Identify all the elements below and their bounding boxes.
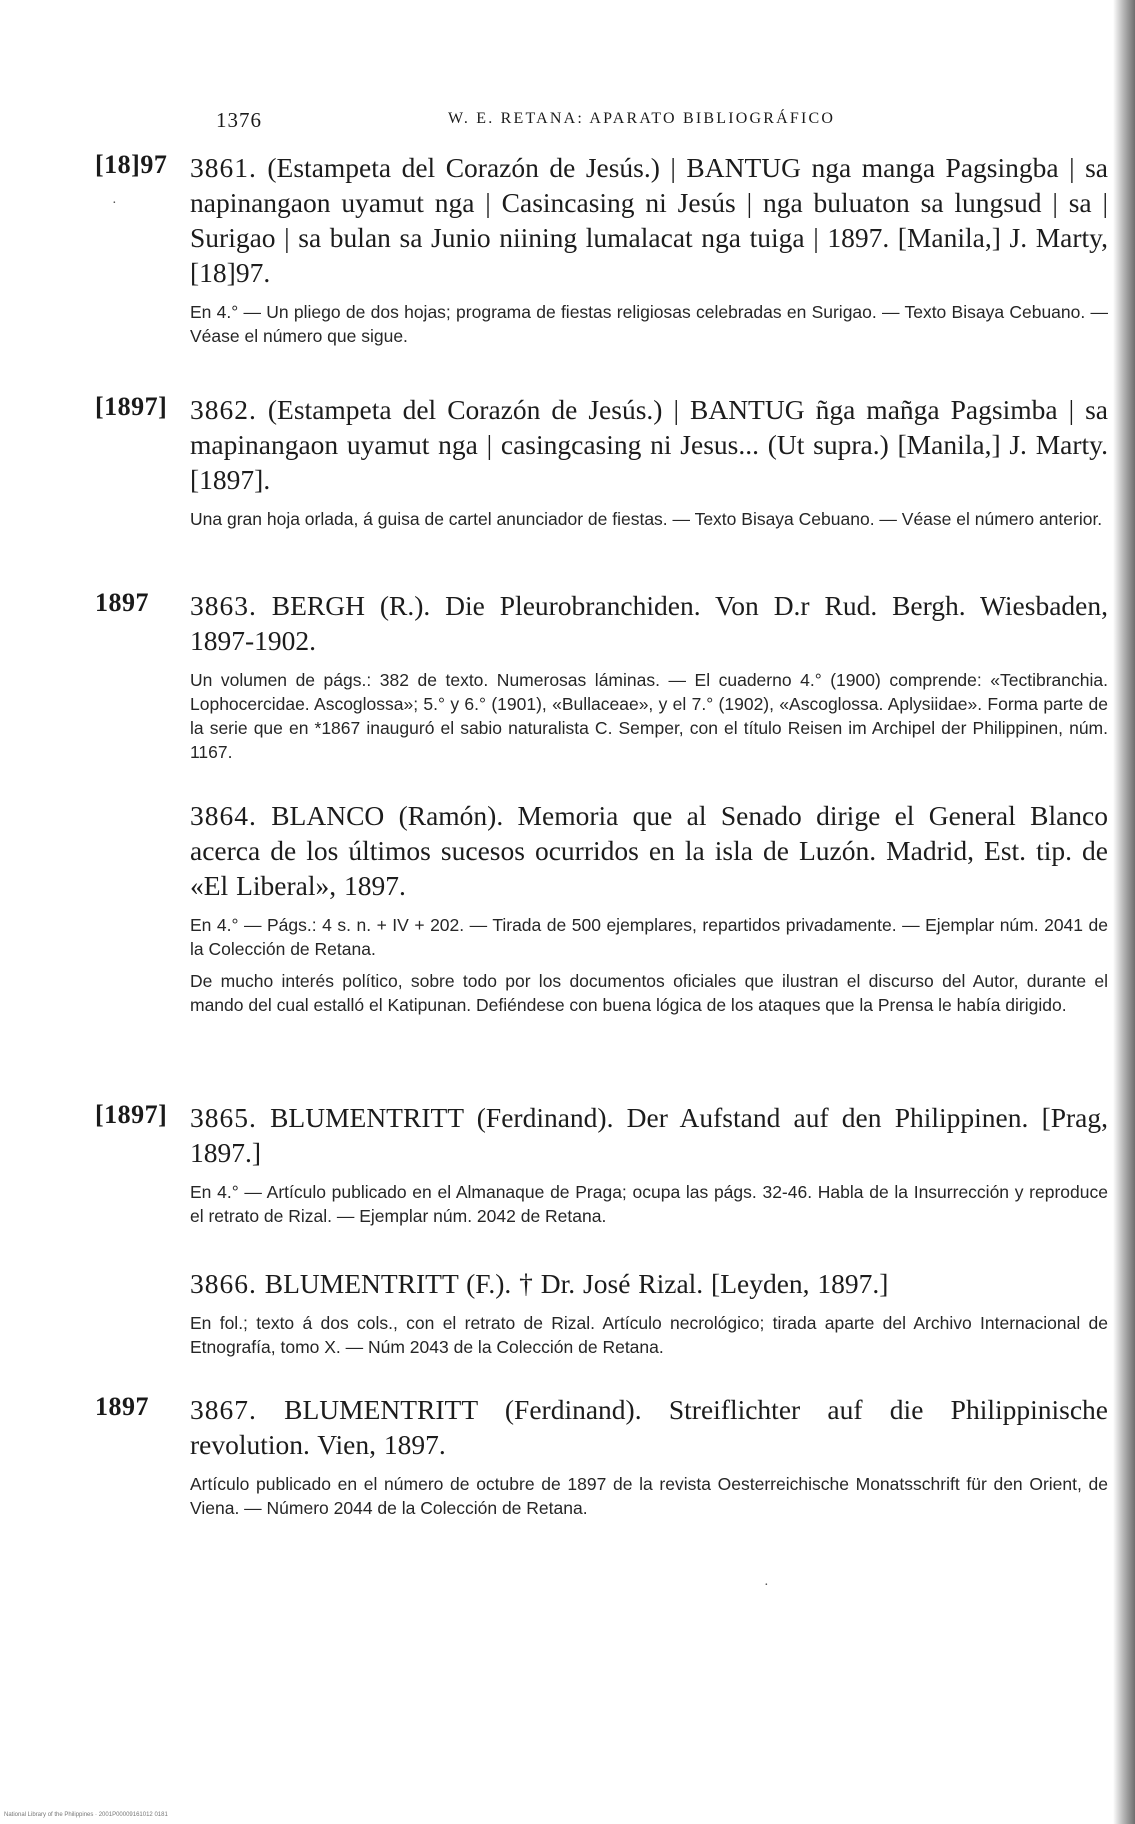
entry-title-text: (Estampeta del Corazón de Jesús.) | BANTUG nga manga Pagsingba | sa napinangaon uyamut nga | Casincasing ni Jesús | nga buluaton sa lungsud | sa | Surigao | sa bulan sa Junio niining lumalacat nga tuiga | 1897. [Manila,] J. Marty, [18]97. (190, 152, 1109, 288)
entry-year: [1897] (95, 392, 168, 421)
entry-note: En 4.° — Artículo publicado en el Almanaque de Praga; ocupa las págs. 32-46. Habla de la Insurrección y reproduce el retrato de Rizal. — Ejemplar núm. 2042 de Retana. (190, 1182, 1108, 1226)
entry-3867 (95, 1392, 1109, 1520)
entry-title (190, 798, 1108, 903)
entry-number: 3862. (190, 394, 257, 425)
entry-number: 3864. (190, 800, 257, 831)
entry-title-text: BERGH (R.). Die Pleurobranchiden. Von D.r Rud. Bergh. Wiesbaden, 1897-1902. (190, 590, 1108, 656)
entry-number: 3866. (190, 1268, 257, 1299)
entry-note: De mucho interés político, sobre todo por los documentos oficiales que ilustran el discurso del Autor, durante el mando del cual estalló el Katipunan. Defiéndese con buena lógica de los ataques que la Prensa le había dirigido. (190, 971, 1108, 1015)
entry-title (190, 1100, 1108, 1170)
entry-3865 (95, 1100, 1109, 1228)
entry-title (190, 150, 1108, 290)
entry-number: 3867. (190, 1394, 257, 1425)
entry-note: En 4.° — Un pliego de dos hojas; programa de fiestas religiosas celebradas en Surigao. — Texto Bisaya Cebuano. — Véase el número que sigue. (190, 302, 1108, 346)
entry-title-text: BLUMENTRITT (Ferdinand). Streiflichter auf die Philippinische revolution. Vien, 1897. (190, 1394, 1109, 1460)
page-header (216, 108, 1076, 134)
entry-title (190, 392, 1108, 497)
entry-title-text: (Estampeta del Corazón de Jesús.) | BANTUG ñga mañga Pagsimba | sa mapinangaon uyamut nga | casingcasing ni Jesus... (Ut supra.) [Manila,] J. Marty. [1897]. (190, 394, 1108, 495)
entry-3863 (95, 588, 1108, 764)
entry-note: En 4.° — Págs.: 4 s. n. + IV + 202. — Tirada de 500 ejemplares, repartidos privadamente. — Ejemplar núm. 2041 de la Colección de Retana. (190, 915, 1108, 959)
entry-3861 (95, 150, 1109, 348)
page-number: 1376 (216, 108, 262, 132)
entry-note: Un volumen de págs.: 382 de texto. Numerosas láminas. — El cuaderno 4.° (1900) comprende: «Tectibranchia. Lophocercidae. Ascoglossa»; 5.° y 6.° (1901), «Bullaceae», y el 7.° (1902), «Ascoglossa. Aplysiidae». Forma parte de la serie que en *1867 inauguró el sabio naturalista C. Semper, con el título Reisen im Archipel der Philippinen, núm. 1167. (190, 670, 1108, 762)
entry-number: 3861. (190, 152, 257, 183)
entry-note: Una gran hoja orlada, á guisa de cartel anunciador de fiestas. — Texto Bisaya Cebuano. — Véase el número anterior. (190, 509, 1103, 529)
entry-year: 1897 (95, 588, 149, 617)
entry-3862 (95, 392, 1108, 531)
entry-title (190, 588, 1108, 658)
entry-title (190, 1392, 1108, 1462)
running-title: W. E. RETANA: APARATO BIBLIOGRÁFICO (448, 110, 836, 127)
entry-year: [1897] (95, 1100, 168, 1129)
entry-title-text: BLUMENTRITT (Ferdinand). Der Aufstand auf den Philippinen. [Prag, 1897.] (190, 1102, 1109, 1168)
entry-title (190, 1266, 1108, 1301)
entry-number: 3863. (190, 590, 257, 621)
entry-3866 (190, 1266, 1108, 1359)
entry-3864 (190, 798, 1108, 1017)
entry-year: [18]97 (95, 150, 168, 179)
scan-id: National Library of the Philippines · 2001P00009161012 0181 (4, 1812, 168, 1818)
entry-title-text: BLUMENTRITT (F.). † Dr. José Rizal. [Leyden, 1897.] (264, 1268, 889, 1299)
stray-mark: · (764, 1578, 769, 1593)
entry-number: 3865. (190, 1102, 257, 1133)
stray-mark: · (112, 196, 117, 211)
page-edge-shadow (1113, 0, 1135, 1824)
entry-note: En fol.; texto á dos cols., con el retrato de Rizal. Artículo necrológico; tirada aparte del Archivo Internacional de Etnografía, tomo X. — Núm 2043 de la Colección de Retana. (190, 1313, 1108, 1357)
entry-title-text: BLANCO (Ramón). Memoria que al Senado dirige el General Blanco acerca de los últimos sucesos ocurridos en la isla de Luzón. Madrid, Est. tip. de «El Liberal», 1897. (190, 800, 1108, 901)
entry-year: 1897 (95, 1392, 149, 1421)
entry-note: Artículo publicado en el número de octubre de 1897 de la revista Oesterreichische Monatsschrift für den Orient, de Viena. — Número 2044 de la Colección de Retana. (190, 1474, 1108, 1518)
